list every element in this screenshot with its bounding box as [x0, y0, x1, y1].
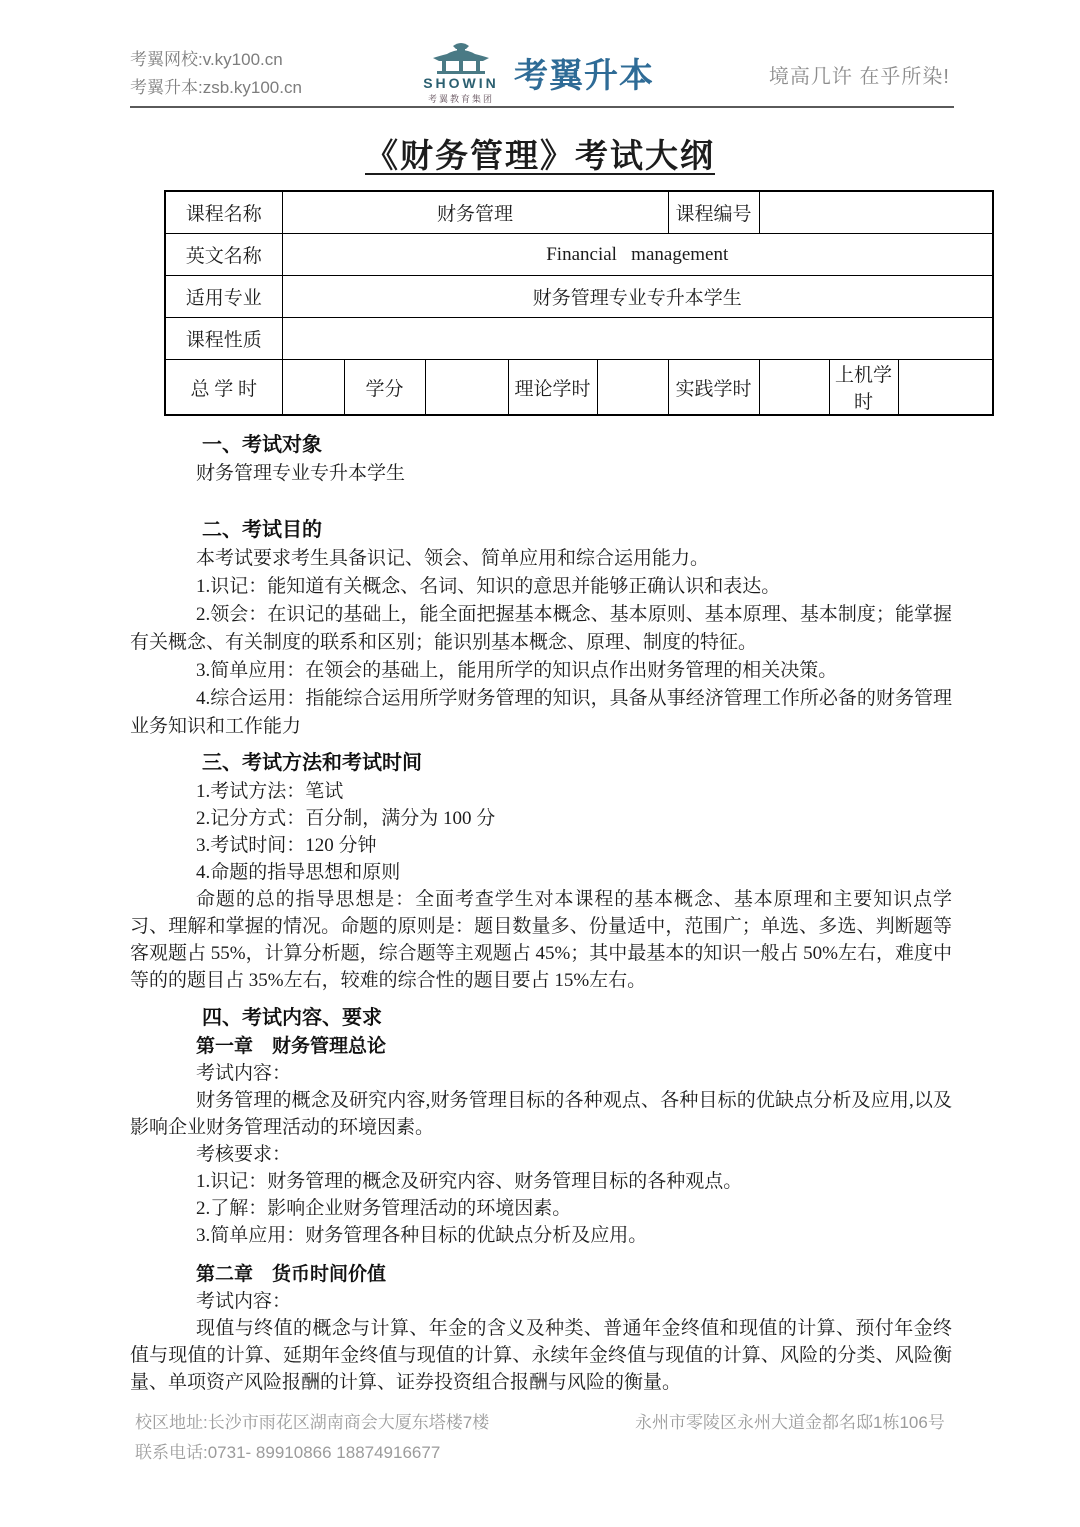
computer-hours-label: 上机学时	[829, 360, 898, 416]
chapter1-req2: 2.了解：影响企业财务管理活动的环境因素。	[196, 1198, 572, 1219]
course-info-table	[164, 190, 994, 416]
showin-logo	[418, 40, 654, 105]
chapter1-req1: 1.识记：财务管理的概念及研究内容、财务管理目标的各种观点。	[196, 1171, 743, 1192]
footer-address2: 永州市零陵区永州大道金都名邸1栋106号	[635, 1413, 945, 1432]
course-name-value: 财务管理	[282, 191, 668, 234]
section-exam-content	[130, 1003, 952, 1396]
section1-paragraph: 财务管理专业专升本学生	[196, 463, 406, 484]
practice-hours-value	[759, 360, 829, 416]
theory-hours-label: 理论学时	[508, 360, 597, 416]
chapter2-content: 现值与终值的概念与计算、年金的含义及种类、普通年金终值和现值的计算、预付年金终值与现值的计算、延期年金终值与现值的计算、永续年金终值与现值的计算、风险的分类、风险衡量、单项资产风险报酬的计算、证券投资组合报酬与风险的衡量。	[130, 1318, 952, 1393]
table-row	[165, 360, 993, 416]
credits-label: 学分	[344, 360, 425, 416]
section-exam-method	[130, 748, 952, 994]
section3-paragraph: 命题的总的指导思想是：全面考查学生对本课程的基本概念、基本原理和主要知识点学习、理解和掌握的情况。命题的原则是：题目数量多、份量适中，范围广；单选、多选、判断题等客观题占 55%，计算分析题，综合题等主观题占 45%；其中最基本的知识一般占 50%左右，难度中等的的题目占 35%左右，较难的综合性的题目要占 15%左右。	[130, 889, 952, 991]
section2-item2: 2.领会：在识记的基础上，能全面把握基本概念、基本原则、基本原理、基本制度；能掌握有关概念、有关制度的联系和区别；能识别基本概念、原理、制度的特征。	[130, 604, 952, 653]
table-row	[165, 276, 993, 318]
footer-campus-block	[135, 1408, 489, 1468]
section-exam-target	[130, 430, 952, 488]
logo-brand-text: 考翼升本	[514, 57, 654, 95]
section3-item2: 2.记分方式：百分制，满分为 100 分	[196, 808, 496, 829]
chapter1-req3: 3.简单应用：财务管理各种目标的优缺点分析及应用。	[196, 1225, 648, 1246]
section2-item1: 1.识记：能知道有关概念、名词、知识的意思并能够正确认识和表达。	[196, 576, 781, 597]
credits-value	[425, 360, 508, 416]
english-name-value: Financial management	[282, 234, 993, 276]
section-exam-purpose	[130, 515, 952, 741]
chapter2-content-label: 考试内容：	[196, 1291, 292, 1312]
major-label: 适用专业	[165, 276, 282, 318]
logo-badge	[418, 40, 504, 105]
section3-item4: 4.命题的指导思想和原则	[196, 862, 401, 883]
section2-item4: 4.综合运用：指能综合运用所学财务管理的知识，具备从事经济管理工作所必备的财务管理业务知识和工作能力	[130, 688, 952, 737]
chapter1-requirement-label: 考核要求：	[196, 1144, 292, 1165]
section3-item3: 3.考试时间：120 分钟	[196, 835, 377, 856]
header-site-line2: 考翼升本:zsb.ky100.cn	[130, 78, 302, 97]
header-site-line1: 考翼网校:v.ky100.cn	[130, 50, 283, 69]
logo-group-text: 考翼教育集团	[427, 94, 494, 104]
chapter2-title: 第二章 货币时间价值	[196, 1264, 387, 1285]
section2-intro: 本考试要求考生具备识记、领会、简单应用和综合运用能力。	[196, 548, 710, 569]
course-nature-value	[282, 318, 993, 360]
section2-item3: 3.简单应用：在领会的基础上，能用所学的知识点作出财务管理的相关决策。	[196, 660, 838, 681]
section1-heading: 一、考试对象	[202, 434, 322, 456]
header-divider	[130, 106, 954, 108]
course-code-label: 课程编号	[668, 191, 759, 234]
section3-item1: 1.考试方法：笔试	[196, 781, 344, 802]
section2-heading: 二、考试目的	[202, 519, 322, 541]
theory-hours-value	[597, 360, 668, 416]
section4-heading: 四、考试内容、要求	[202, 1007, 382, 1029]
header-contact-block	[130, 46, 302, 102]
computer-hours-value	[898, 360, 993, 416]
table-row	[165, 191, 993, 234]
english-name-label: 英文名称	[165, 234, 282, 276]
chapter1-title: 第一章 财务管理总论	[196, 1036, 387, 1057]
table-row	[165, 318, 993, 360]
course-name-label: 课程名称	[165, 191, 282, 234]
logo-showin-text: SHOWIN	[423, 75, 499, 91]
footer-phone: 联系电话:0731- 89910866 18874916677	[135, 1443, 441, 1462]
course-code-value	[759, 191, 993, 234]
page-title: 《财务管理》考试大纲	[365, 139, 715, 175]
total-hours-label: 总 学 时	[165, 360, 282, 416]
pagoda-icon	[425, 40, 497, 74]
table-row	[165, 234, 993, 276]
total-hours-value	[282, 360, 344, 416]
footer-address1: 校区地址:长沙市雨花区湖南商会大厦东塔楼7楼	[135, 1413, 490, 1432]
major-value: 财务管理专业专升本学生	[282, 276, 993, 318]
chapter1-content-label: 考试内容：	[196, 1063, 292, 1084]
header-slogan: 境高几许 在乎所染!	[768, 66, 950, 88]
chapter1-content: 财务管理的概念及研究内容,财务管理目标的各种观点、各种目标的优缺点分析及应用,以及影响企业财务管理活动的环境因素。	[130, 1090, 952, 1138]
section3-heading: 三、考试方法和考试时间	[202, 752, 422, 774]
practice-hours-label: 实践学时	[668, 360, 759, 416]
course-nature-label: 课程性质	[165, 318, 282, 360]
